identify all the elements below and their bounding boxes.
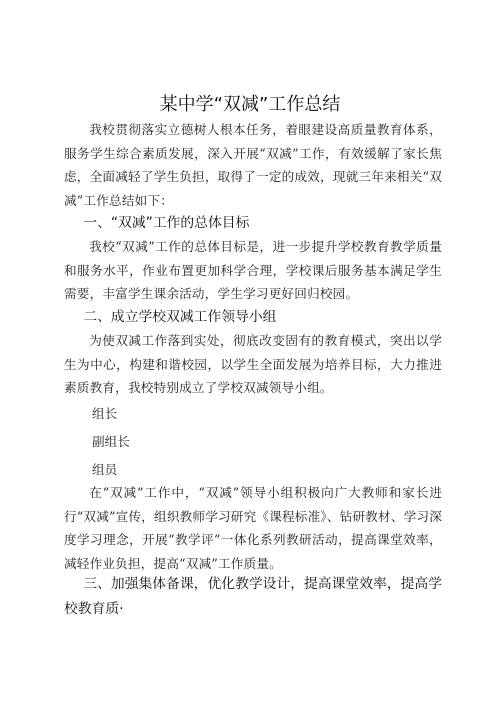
- member-role-member: 组员: [92, 462, 118, 477]
- section-3-heading: 三、加强集体备课，优化教学设计，提高课堂效率，提高学校教育质·: [64, 576, 443, 617]
- section-1-heading: 一、“双减”工作的总体目标: [83, 215, 250, 231]
- member-role-deputy: 副组长: [92, 434, 130, 449]
- document-title: 某中学“双减”工作总结: [159, 94, 341, 115]
- member-role-leader: 组长: [92, 406, 118, 421]
- section-2-body: 为使双减工作落到实处，彻底改变固有的教育模式，突出以学生为中心，构建和谐校园，以学生全面发展为培养目标，大力推进素质教育，我校特别成立了学校双减领导小组。: [64, 333, 442, 395]
- intro-paragraph: 我校贯彻落实立德树人根本任务，着眼建设高质量教育体系，服务学生综合素质发展，深入开展“双减”工作，有效缓解了家长焦虑，全面减轻了学生负担，取得了一定的成效，现就三年来相关“双减”工作总结如下：: [64, 122, 442, 208]
- section-2-heading: 二、成立学校双减工作领导小组: [83, 309, 277, 325]
- section-2-body-2: 在“双减”工作中，“双减”领导小组积极向广大教师和家长进行“双减”宣传，组织教师学习研究《课程标准》、钻研教材、学习深度学习理念，开展“教学评”一体化系列教研活动，提高课堂效率，减轻作业负担，提高“双减”工作质量。: [64, 485, 442, 571]
- section-1-body: 我校“双减”工作的总体目标是，进一步提升学校教育教学质量和服务水平，作业布置更加科学合理，学校课后服务基本满足学生需要，丰富学生课余活动，学生学习更好回归校园。: [64, 239, 442, 301]
